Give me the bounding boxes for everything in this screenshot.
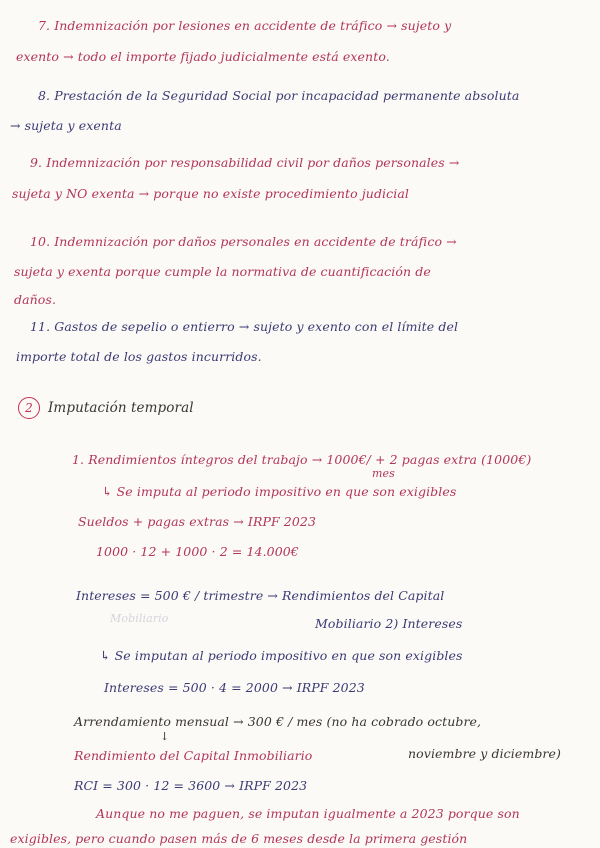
- section-number-circle: 2: [18, 397, 40, 419]
- item-8-line-2: → sujeta y exenta: [10, 118, 122, 133]
- s2-line-8: Intereses = 500 · 4 = 2000 → IRPF 2023: [104, 680, 365, 695]
- s2-faint-erased-text: Mobiliario: [110, 612, 169, 625]
- s2-line-7: ↳ Se imputan al periodo impositivo en que son exigibles: [100, 648, 463, 663]
- item-11-line-1: 11. Gastos de sepelio o entierro → sujeto y exento con el límite del: [30, 319, 459, 334]
- item-10-line-1: 10. Indemnización por daños personales en accidente de tráfico →: [30, 234, 457, 249]
- item-7-line-1: 7. Indemnización por lesiones en accidente de tráfico → sujeto y: [38, 18, 452, 33]
- s2-line-13: exigibles, pero cuando pasen más de 6 meses desde la primera gestión: [10, 831, 468, 846]
- s2-line-1-mes: mes: [372, 467, 395, 480]
- item-7-line-2: exento → todo el importe fijado judicialmente está exento.: [16, 49, 390, 64]
- down-arrow-icon: ↓: [160, 730, 170, 743]
- s2-line-9: Arrendamiento mensual → 300 € / mes (no ha cobrado octubre,: [74, 714, 482, 729]
- s2-line-3: Sueldos + pagas extras → IRPF 2023: [78, 514, 317, 529]
- s2-line-12: Aunque no me paguen, se imputan igualmente a 2023 porque son: [96, 806, 520, 821]
- item-10-line-3: daños.: [14, 292, 57, 307]
- s2-line-2: ↳ Se imputa al periodo impositivo en que son exigibles: [102, 484, 457, 499]
- item-10-line-2: sujeta y exenta porque cumple la normativa de cuantificación de: [14, 264, 431, 279]
- s2-line-11: RCI = 300 · 12 = 3600 → IRPF 2023: [74, 778, 308, 793]
- s2-line-10: Rendimiento del Capital Inmobiliario: [74, 748, 313, 763]
- item-9-line-2: sujeta y NO exenta → porque no existe procedimiento judicial: [12, 186, 409, 201]
- s2-line-5: Intereses = 500 € / trimestre → Rendimientos del Capital: [76, 588, 445, 603]
- s2-line-6: Mobiliario 2) Intereses: [315, 616, 463, 631]
- s2-line-1: 1. Rendimientos íntegros del trabajo → 1000€/ + 2 pagas extra (1000€): [72, 452, 532, 467]
- item-8-line-1: 8. Prestación de la Seguridad Social por incapacidad permanente absoluta: [38, 88, 520, 103]
- s2-line-4: 1000 · 12 + 1000 · 2 = 14.000€: [96, 544, 299, 559]
- section-title: Imputación temporal: [48, 400, 194, 416]
- item-9-line-1: 9. Indemnización por responsabilidad civil por daños personales →: [30, 155, 460, 170]
- s2-line-10-note: noviembre y diciembre): [408, 746, 561, 761]
- item-11-line-2: importe total de los gastos incurridos.: [16, 349, 262, 364]
